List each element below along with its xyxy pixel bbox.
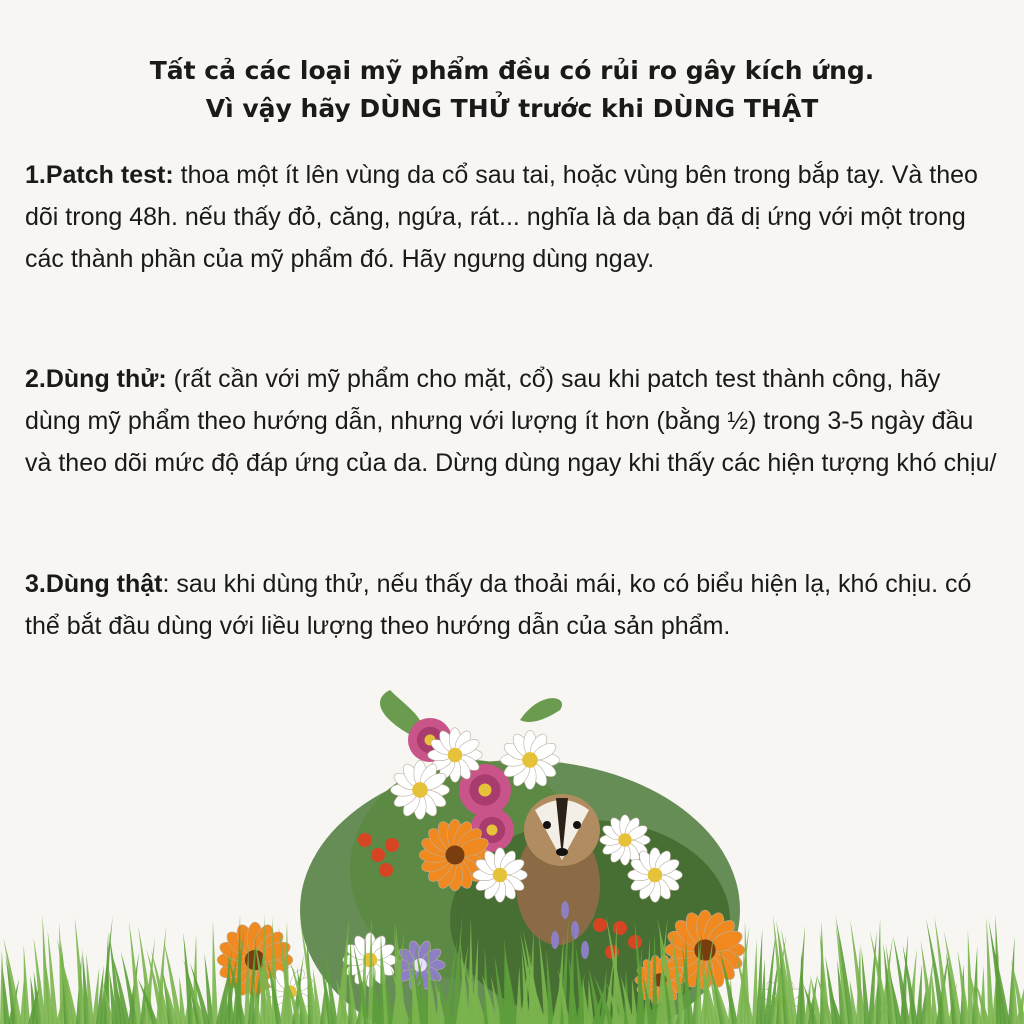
lavender-bud bbox=[581, 941, 589, 959]
grass-blade bbox=[986, 917, 994, 1024]
berry bbox=[613, 921, 627, 935]
section-dung-thu bbox=[25, 358, 1000, 484]
berry bbox=[371, 848, 385, 862]
section-body: (rất cần với mỹ phẩm cho mặt, cổ) sau khi patch test thành công, hãy dùng mỹ phẩm theo hướng dẫn, nhưng với lượng ít hơn (bằng ½) trong 3-5 ngày đầu và theo dõi mức độ đáp ứng của da. Dừng dùng ngay khi thấy các hiện tượng khó chịu/ bbox=[25, 365, 997, 477]
grass-blade bbox=[916, 964, 922, 1024]
section-title: 1.Patch test: bbox=[25, 161, 174, 189]
section-body: thoa một ít lên vùng da cổ sau tai, hoặc vùng bên trong bắp tay. Và theo dõi trong 48h. nếu thấy đỏ, căng, ngứa, rát... nghĩa là da bạn đã dị ứng với một trong các thành phần của mỹ phẩm đó. Hãy ngưng dùng ngay. bbox=[25, 161, 978, 273]
heading-line-1: Tất cả các loại mỹ phẩm đều có rủi ro gây kích ứng. bbox=[149, 56, 875, 85]
section-patch-test bbox=[25, 154, 1000, 280]
grass-blade bbox=[179, 976, 186, 1024]
heading bbox=[0, 52, 1024, 128]
section-body: : sau khi dùng thử, nếu thấy da thoải mái, ko có biểu hiện lạ, khó chịu. có thể bắt đầu dùng với liều lượng theo hướng dẫn của sản phẩm. bbox=[25, 570, 972, 640]
berry bbox=[358, 833, 372, 847]
lavender-bud bbox=[571, 921, 579, 939]
badger-flowers-illustration bbox=[0, 680, 1024, 1024]
berry bbox=[628, 935, 642, 949]
section-title: 2.Dùng thử: bbox=[25, 365, 167, 393]
berry bbox=[385, 838, 399, 852]
grass-blade bbox=[212, 921, 218, 1024]
lavender-bud bbox=[561, 901, 569, 919]
heading-line-2: Vì vậy hãy DÙNG THỬ trước khi DÙNG THẬT bbox=[205, 94, 819, 123]
berry bbox=[379, 863, 393, 877]
grass-blade bbox=[24, 945, 30, 1024]
section-dung-that bbox=[25, 563, 1000, 647]
section-title: 3.Dùng thật bbox=[25, 570, 163, 598]
berry bbox=[593, 918, 607, 932]
badger bbox=[516, 794, 600, 945]
lavender-bud bbox=[551, 931, 559, 949]
